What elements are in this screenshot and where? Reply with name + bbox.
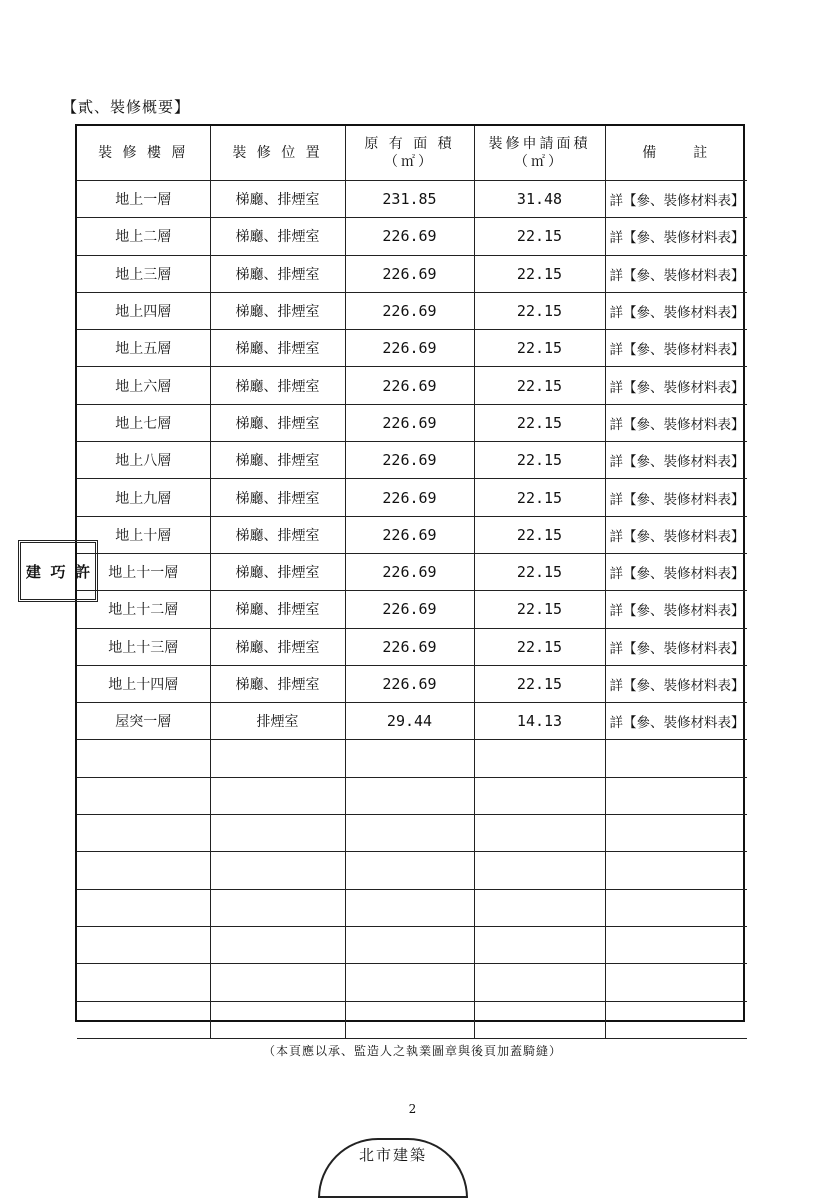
table-row xyxy=(77,740,747,777)
cell-floor xyxy=(77,964,210,1001)
cell-note: 詳【參、裝修材料表】 xyxy=(605,367,747,404)
table-row xyxy=(77,367,747,404)
cell-note xyxy=(605,852,747,889)
cell-note: 詳【參、裝修材料表】 xyxy=(605,292,747,329)
cell-location xyxy=(210,1001,345,1038)
cell-applied-area: 22.15 xyxy=(474,442,605,479)
cell-location: 梯廳、排煙室 xyxy=(210,591,345,628)
cell-location: 梯廳、排煙室 xyxy=(210,628,345,665)
footer-note: （本頁應以承、監造人之執業圖章與後頁加蓋騎縫） xyxy=(262,1044,562,1058)
page-number: 2 xyxy=(408,1102,417,1116)
cell-note xyxy=(605,926,747,963)
cell-applied-area xyxy=(474,1001,605,1038)
cell-floor: 地上八層 xyxy=(77,442,210,479)
cell-original-area xyxy=(345,1001,474,1038)
cell-note xyxy=(605,740,747,777)
cell-floor: 地上十一層 xyxy=(77,553,210,590)
cell-floor: 地上十層 xyxy=(77,516,210,553)
city-seal-stamp: 北市建築 xyxy=(318,1138,468,1198)
cell-note: 詳【參、裝修材料表】 xyxy=(605,218,747,255)
cell-location: 梯廳、排煙室 xyxy=(210,367,345,404)
cell-applied-area xyxy=(474,964,605,1001)
table-header-row xyxy=(77,126,747,181)
cell-note xyxy=(605,777,747,814)
cell-original-area xyxy=(345,889,474,926)
table-row xyxy=(77,255,747,292)
cell-location: 梯廳、排煙室 xyxy=(210,330,345,367)
table-row xyxy=(77,553,747,590)
cell-original-area: 226.69 xyxy=(345,218,474,255)
cell-location: 梯廳、排煙室 xyxy=(210,404,345,441)
cell-applied-area xyxy=(474,740,605,777)
cell-location: 梯廳、排煙室 xyxy=(210,553,345,590)
cell-floor xyxy=(77,815,210,852)
cell-floor xyxy=(77,740,210,777)
table-row xyxy=(77,964,747,1001)
table-row xyxy=(77,516,747,553)
cell-original-area: 226.69 xyxy=(345,591,474,628)
cell-note xyxy=(605,1001,747,1038)
cell-original-area: 226.69 xyxy=(345,516,474,553)
cell-floor: 屋突一層 xyxy=(77,703,210,740)
cell-floor xyxy=(77,852,210,889)
cell-note xyxy=(605,815,747,852)
cell-note: 詳【參、裝修材料表】 xyxy=(605,479,747,516)
cell-note: 詳【參、裝修材料表】 xyxy=(605,553,747,590)
cell-applied-area: 22.15 xyxy=(474,516,605,553)
header-location: 裝 修 位 置 xyxy=(210,126,345,181)
cell-location: 梯廳、排煙室 xyxy=(210,218,345,255)
cell-applied-area xyxy=(474,926,605,963)
table-row xyxy=(77,703,747,740)
cell-applied-area: 22.15 xyxy=(474,553,605,590)
cell-applied-area: 22.15 xyxy=(474,479,605,516)
cell-note: 詳【參、裝修材料表】 xyxy=(605,703,747,740)
cell-floor: 地上十二層 xyxy=(77,591,210,628)
cell-original-area: 226.69 xyxy=(345,292,474,329)
cell-note xyxy=(605,964,747,1001)
cell-floor: 地上二層 xyxy=(77,218,210,255)
cell-original-area: 226.69 xyxy=(345,367,474,404)
cell-original-area xyxy=(345,777,474,814)
cell-original-area: 226.69 xyxy=(345,479,474,516)
cell-location: 梯廳、排煙室 xyxy=(210,442,345,479)
cell-location xyxy=(210,815,345,852)
table-row xyxy=(77,442,747,479)
cell-note: 詳【參、裝修材料表】 xyxy=(605,516,747,553)
cell-floor: 地上一層 xyxy=(77,181,210,218)
cell-applied-area: 22.15 xyxy=(474,628,605,665)
table-row xyxy=(77,628,747,665)
cell-applied-area: 31.48 xyxy=(474,181,605,218)
cell-note: 詳【參、裝修材料表】 xyxy=(605,255,747,292)
cell-location xyxy=(210,926,345,963)
cell-location: 梯廳、排煙室 xyxy=(210,516,345,553)
cell-location xyxy=(210,889,345,926)
table-row xyxy=(77,292,747,329)
cell-applied-area xyxy=(474,889,605,926)
cell-original-area xyxy=(345,964,474,1001)
cell-original-area: 226.69 xyxy=(345,665,474,702)
cell-floor: 地上十四層 xyxy=(77,665,210,702)
cell-location: 梯廳、排煙室 xyxy=(210,665,345,702)
table-row xyxy=(77,852,747,889)
table-row xyxy=(77,926,747,963)
header-original-area: 原 有 面 積 （㎡） xyxy=(345,126,474,181)
cell-original-area: 226.69 xyxy=(345,442,474,479)
cell-original-area: 226.69 xyxy=(345,628,474,665)
cell-applied-area xyxy=(474,852,605,889)
cell-note: 詳【參、裝修材料表】 xyxy=(605,404,747,441)
cell-note xyxy=(605,889,747,926)
cell-location xyxy=(210,740,345,777)
cell-applied-area: 22.15 xyxy=(474,367,605,404)
cell-original-area: 226.69 xyxy=(345,404,474,441)
cell-note: 詳【參、裝修材料表】 xyxy=(605,442,747,479)
cell-applied-area: 22.15 xyxy=(474,330,605,367)
cell-applied-area xyxy=(474,815,605,852)
cell-location: 梯廳、排煙室 xyxy=(210,181,345,218)
cell-applied-area: 22.15 xyxy=(474,404,605,441)
cell-floor xyxy=(77,889,210,926)
cell-applied-area: 22.15 xyxy=(474,218,605,255)
cell-original-area: 226.69 xyxy=(345,330,474,367)
table-row xyxy=(77,815,747,852)
cell-location xyxy=(210,777,345,814)
cell-floor: 地上五層 xyxy=(77,330,210,367)
cell-location: 排煙室 xyxy=(210,703,345,740)
cell-floor xyxy=(77,926,210,963)
cell-floor xyxy=(77,777,210,814)
cell-floor: 地上十三層 xyxy=(77,628,210,665)
cell-applied-area: 22.15 xyxy=(474,292,605,329)
table-row xyxy=(77,777,747,814)
header-note: 備 註 xyxy=(605,126,747,181)
table-row xyxy=(77,218,747,255)
cell-note: 詳【參、裝修材料表】 xyxy=(605,628,747,665)
table-row xyxy=(77,591,747,628)
table-row xyxy=(77,1001,747,1038)
cell-applied-area: 22.15 xyxy=(474,255,605,292)
cell-applied-area: 14.13 xyxy=(474,703,605,740)
cell-note: 詳【參、裝修材料表】 xyxy=(605,181,747,218)
header-floor: 裝 修 樓 層 xyxy=(77,126,210,181)
header-applied-area: 裝修申請面積 （㎡） xyxy=(474,126,605,181)
cell-original-area xyxy=(345,740,474,777)
cell-location: 梯廳、排煙室 xyxy=(210,255,345,292)
table-row xyxy=(77,479,747,516)
cell-floor: 地上三層 xyxy=(77,255,210,292)
cell-floor xyxy=(77,1001,210,1038)
renovation-summary-table xyxy=(75,124,745,1022)
cell-original-area xyxy=(345,815,474,852)
cell-original-area: 226.69 xyxy=(345,255,474,292)
cell-note: 詳【參、裝修材料表】 xyxy=(605,330,747,367)
cell-note: 詳【參、裝修材料表】 xyxy=(605,591,747,628)
cell-original-area: 231.85 xyxy=(345,181,474,218)
cell-note: 詳【參、裝修材料表】 xyxy=(605,665,747,702)
table-row xyxy=(77,330,747,367)
cell-floor: 地上九層 xyxy=(77,479,210,516)
table-row xyxy=(77,665,747,702)
table-row xyxy=(77,404,747,441)
cell-original-area: 29.44 xyxy=(345,703,474,740)
cell-original-area xyxy=(345,926,474,963)
cell-original-area: 226.69 xyxy=(345,553,474,590)
table-row xyxy=(77,889,747,926)
cell-location xyxy=(210,852,345,889)
cell-floor: 地上七層 xyxy=(77,404,210,441)
cell-applied-area: 22.15 xyxy=(474,591,605,628)
cell-location xyxy=(210,964,345,1001)
cell-original-area xyxy=(345,852,474,889)
cell-applied-area xyxy=(474,777,605,814)
table-row xyxy=(77,181,747,218)
cell-floor: 地上四層 xyxy=(77,292,210,329)
architect-seal-stamp: 許 巧 建 xyxy=(18,540,98,602)
cell-applied-area: 22.15 xyxy=(474,665,605,702)
cell-location: 梯廳、排煙室 xyxy=(210,479,345,516)
cell-floor: 地上六層 xyxy=(77,367,210,404)
section-title: 【貳、裝修概要】 xyxy=(62,98,191,116)
cell-location: 梯廳、排煙室 xyxy=(210,292,345,329)
